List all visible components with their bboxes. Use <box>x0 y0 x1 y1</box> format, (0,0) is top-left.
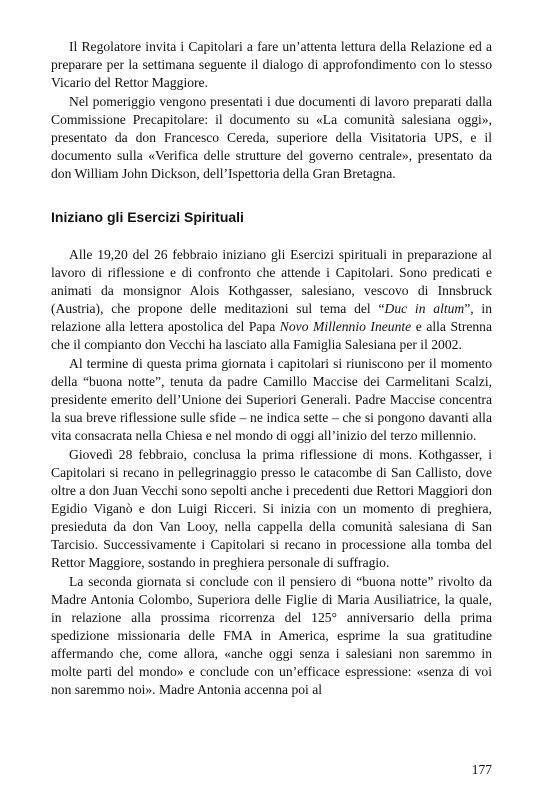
text-block <box>51 38 492 699</box>
paragraph-esercizi-text-1: Alle 19,20 del 26 febbraio iniziano gli Esercizi spirituali in preparazione al lavoro di riflessione e di confronto che attende i Capitolari. Sono predicati e animati da monsignor Alois Kothgasser, salesiano, vescovo di Innsbruck (Austria), che propone delle meditazioni sul tema del “ <box>51 247 492 316</box>
section-heading: Iniziano gli Esercizi Spirituali <box>51 209 244 225</box>
paragraph-seconda-giornata: La seconda giornata si conclude con il pensiero di “buona notte” rivolto da Madre Antonia Colombo, Superiora delle Figlie di Maria Ausiliatrice, la quale, in relazione alla prossima ricorrenza del 125° anniversario della prima spedizione missionaria delle FMA in America, esprime la sua gratitudine affermando che, come allora, «anche oggi senza i salesiani non saremmo in molte parti del mondo» e conclude con un’efficace espressione: «senza di voi non saremmo noi». Madre Antonia accenna poi al <box>51 574 492 697</box>
paragraph-giovedi: Giovedì 28 febbraio, conclusa la prima riflessione di mons. Kothgasser, i Capitolari si recano in pellegrinaggio presso le catacombe di San Callisto, dove oltre a don Juan Vecchi sono sepolti anche i precedenti due Rettori Maggiori don Egidio Viganò e don Luigi Ricceri. Si inizia con un momento di preghiera, presieduta da don Van Looy, nella cappella della comunità salesiana di San Tarcisio. Successivamente i Capitolari si recano in processione alla tomba del Rettor Maggiore, sostando in preghiera personale di suffragio. <box>51 447 492 570</box>
paragraph-esercizi <box>51 246 492 354</box>
paragraph-esercizi-text-2: ”, in relazione alla lettera apostolica del Papa <box>51 301 493 334</box>
page-number: 177 <box>471 762 492 777</box>
paragraph-pomeriggio: Nel pomeriggio vengono presentati i due documenti di lavoro preparati dalla Commissione Precapitolare: il documento su «La comunità salesiana oggi», presentato da don Francesco Cereda, superiore della Visitatoria UPS, e il documento sulla «Verifica delle strutture del governo centrale», presentato da don William John Dickson, dell’Ispettoria della Gran Bretagna. <box>51 94 492 181</box>
italic-title-duc-in-altum: Duc in altum <box>384 301 465 316</box>
paragraph-regolatore: Il Regolatore invita i Capitolari a fare un’attenta lettura della Relazione ed a preparare per la settimana seguente il dialogo di approfondimento con lo stesso Vicario del Rettor Maggiore. <box>51 39 492 90</box>
paragraph-buona-notte: Al termine di questa prima giornata i capitolari si riuniscono per il momento della “buona notte”, tenuta da padre Camillo Maccise dei Carmelitani Scalzi, presidente emerito dell’Unione dei Superiori Generali. Padre Maccise concentra la sua breve riflessione sulle sfide – ne indica sette – che si pongono davanti alla vita consacrata nella Chiesa e nel mondo di oggi all’inizio del terzo millennio. <box>51 356 492 443</box>
paragraph-esercizi-text-3: e alla Strenna che il compianto don Vecchi ha lasciato alla Famiglia Salesiana per il 2002. <box>51 319 493 352</box>
italic-title-novo-millennio: Novo Millennio Ineunte <box>279 319 412 334</box>
